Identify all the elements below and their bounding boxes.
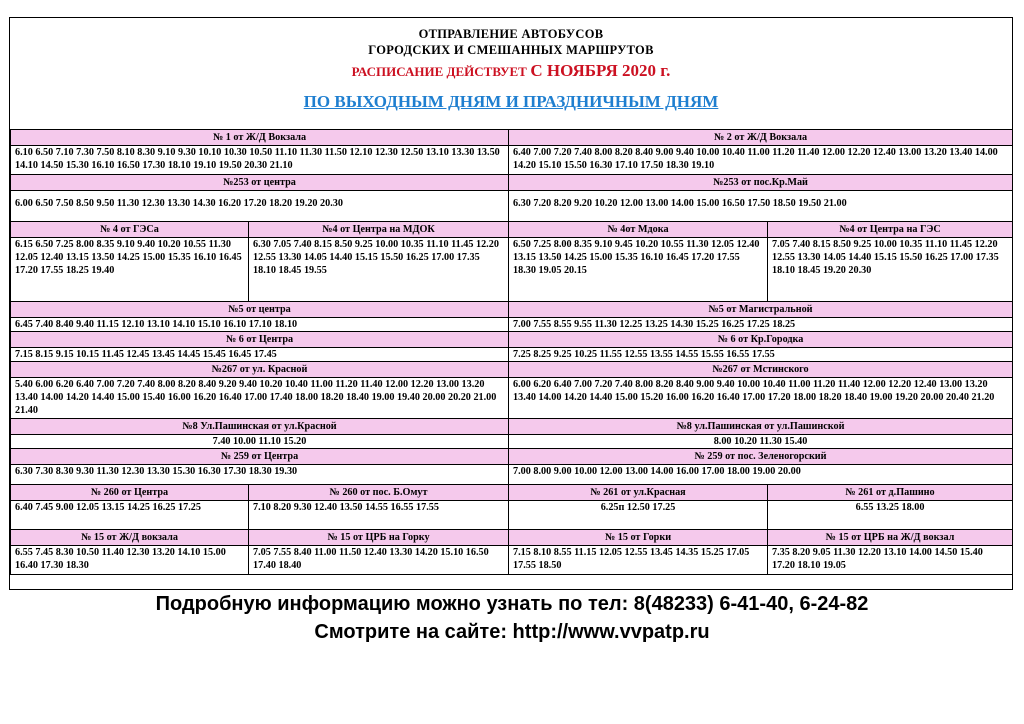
website-info: Смотрите на сайте: http://www.vvpatp.ru xyxy=(314,621,710,643)
route-8-krasnaya-times: 7.40 10.00 11.10 15.20 xyxy=(11,435,509,449)
route-6-times-row xyxy=(11,348,1013,362)
route-5-center-title: №5 от центра xyxy=(11,302,509,318)
validity-date: С НОЯБРЯ 2020 г. xyxy=(530,61,671,80)
route-261-krasnaya-title: № 261 от ул.Красная xyxy=(509,485,768,501)
route-260-bomut-times: 7.10 8.20 9.30 12.40 13.50 14.55 16.55 17.55 xyxy=(249,501,509,530)
route-4-ges-times: 6.15 6.50 7.25 8.00 8.35 9.10 9.40 10.20 10.55 11.30 12.05 12.40 13.15 13.50 14.25 15.00 15.35 16.10 16.45 17.20 17.55 18.25 19.40 xyxy=(11,238,249,302)
route-267-krasnaya-title: №267 от ул. Красной xyxy=(11,362,509,378)
route-261-krasnaya-times: 6.25п 12.50 17.25 xyxy=(509,501,768,530)
route-1-times: 6.10 6.50 7.10 7.30 7.50 8.10 8.30 9.10 9.30 10.10 10.30 10.50 11.10 11.30 11.50 12.10 12.30 12.50 13.10 13.30 13.50 14.10 14.50 15.30 16.10 16.50 17.30 18.10 19.10 19.50 20.30 21.10 xyxy=(11,146,509,175)
route-15-gorka-times: 7.15 8.10 8.55 11.15 12.05 12.55 13.45 14.35 15.25 17.05 17.55 18.50 xyxy=(509,546,768,575)
schedule-sheet xyxy=(9,17,1013,590)
route-8-pashinskaya-times: 8.00 10.20 11.30 15.40 xyxy=(509,435,1013,449)
route-4-header-row xyxy=(11,222,1013,238)
route-259-times-row xyxy=(11,465,1013,485)
route-5-times-row xyxy=(11,318,1013,332)
route-1-2-header-row xyxy=(11,130,1013,146)
route-261-pashino-title: № 261 от д.Пашино xyxy=(768,485,1013,501)
route-4-center-mdok-title: №4 от Центра на МДОК xyxy=(249,222,509,238)
route-267-mstinsky-times: 6.00 6.20 6.40 7.00 7.20 7.40 8.00 8.20 8.40 9.00 9.40 10.00 10.40 11.00 11.20 11.40 12.00 12.20 12.40 13.00 13.20 13.40 14.00 14.20 14.40 15.00 15.20 16.00 16.20 16.40 17.00 17.20 18.00 18.20 18.40 19.00 19.20 20.00 20.40 21.20 xyxy=(509,378,1013,419)
route-267-header-row xyxy=(11,362,1013,378)
route-15-crb-gorka-title: № 15 от ЦРБ на Горку xyxy=(249,530,509,546)
route-253-center-title: №253 от центра xyxy=(11,175,509,191)
route-259-zelenogorsky-title: № 259 от пос. Зеленогорский xyxy=(509,449,1013,465)
route-2-times: 6.40 7.00 7.20 7.40 8.00 8.20 8.40 9.00 9.40 10.00 10.40 11.00 11.20 11.40 12.00 12.20 12.40 13.00 13.20 13.40 14.00 14.20 15.10 15.50 16.30 17.10 17.50 18.30 19.10 xyxy=(509,146,1013,175)
route-260-261-times-row xyxy=(11,501,1013,530)
route-6-krgorodok-times: 7.25 8.25 9.25 10.25 11.55 12.55 13.55 14.55 15.55 16.55 17.55 xyxy=(509,348,1013,362)
route-4-center-ges-times: 7.05 7.40 8.15 8.50 9.25 10.00 10.35 11.10 11.45 12.20 12.55 13.30 14.05 14.40 15.15 15.50 16.25 17.00 17.35 18.10 18.45 19.20 20.30 xyxy=(768,238,1013,302)
route-5-magistral-times: 7.00 7.55 8.55 9.55 11.30 12.25 13.25 14.30 15.25 16.25 17.25 18.25 xyxy=(509,318,1013,332)
route-267-times-row xyxy=(11,378,1013,419)
route-253-header-row xyxy=(11,175,1013,191)
route-259-center-title: № 259 от Центра xyxy=(11,449,509,465)
title-line-1: ОТПРАВЛЕНИЕ АВТОБУСОВ xyxy=(418,27,604,41)
route-4-mdok-title: № 4от Мдока xyxy=(509,222,768,238)
route-253-times-row xyxy=(11,191,1013,222)
route-8-header-row xyxy=(11,419,1013,435)
route-5-header-row xyxy=(11,302,1013,318)
route-261-pashino-times: 6.55 13.25 18.00 xyxy=(768,501,1013,530)
route-260-center-title: № 260 от Центра xyxy=(11,485,249,501)
route-6-krgorodok-title: № 6 от Кр.Городка xyxy=(509,332,1013,348)
route-4-center-mdok-times: 6.30 7.05 7.40 8.15 8.50 9.25 10.00 10.35 11.10 11.45 12.20 12.55 13.30 14.05 14.40 15.15 15.50 16.25 17.00 17.35 18.10 18.45 19.55 xyxy=(249,238,509,302)
route-260-bomut-title: № 260 от пос. Б.Омут xyxy=(249,485,509,501)
route-5-center-times: 6.45 7.40 8.40 9.40 11.15 12.10 13.10 14.10 15.10 16.10 17.10 18.10 xyxy=(11,318,509,332)
route-5-magistral-title: №5 от Магистральной xyxy=(509,302,1013,318)
route-259-header-row xyxy=(11,449,1013,465)
route-6-center-title: № 6 от Центра xyxy=(11,332,509,348)
route-259-center-times: 6.30 7.30 8.30 9.30 11.30 12.30 13.30 15.30 16.30 17.30 18.30 19.30 xyxy=(11,465,509,485)
days-subtitle: ПО ВЫХОДНЫМ ДНЯМ И ПРАЗДНИЧНЫМ ДНЯМ xyxy=(303,92,719,111)
route-6-header-row xyxy=(11,332,1013,348)
route-8-times-row xyxy=(11,435,1013,449)
schedule-table xyxy=(10,129,1013,575)
route-259-zelenogorsky-times: 7.00 8.00 9.00 10.00 12.00 13.00 14.00 16.00 17.00 18.00 19.00 20.00 xyxy=(509,465,1013,485)
route-15-crb-station-times: 7.35 8.20 9.05 11.30 12.20 13.10 14.00 14.50 15.40 17.20 18.10 19.05 xyxy=(768,546,1013,575)
route-15-station-times: 6.55 7.45 8.30 10.50 11.40 12.30 13.20 14.10 15.00 16.40 17.30 18.30 xyxy=(11,546,249,575)
route-260-center-times: 6.40 7.45 9.00 12.05 13.15 14.25 16.25 17.25 xyxy=(11,501,249,530)
route-6-center-times: 7.15 8.15 9.15 10.15 11.45 12.45 13.45 14.45 15.45 16.45 17.45 xyxy=(11,348,509,362)
route-2-title: № 2 от Ж/Д Вокзала xyxy=(509,130,1013,146)
validity-label: РАСПИСАНИЕ ДЕЙСТВУЕТ xyxy=(351,64,527,79)
route-4-center-ges-title: №4 от Центра на ГЭС xyxy=(768,222,1013,238)
route-15-crb-station-title: № 15 от ЦРБ на Ж/Д вокзал xyxy=(768,530,1013,546)
route-15-station-title: № 15 от Ж/Д вокзала xyxy=(11,530,249,546)
route-260-261-header-row xyxy=(11,485,1013,501)
route-1-2-times-row xyxy=(11,146,1013,175)
route-15-gorka-title: № 15 от Горки xyxy=(509,530,768,546)
route-4-ges-title: № 4 от ГЭСа xyxy=(11,222,249,238)
title-line-2: ГОРОДСКИХ И СМЕШАННЫХ МАРШРУТОВ xyxy=(368,43,654,57)
route-8-krasnaya-title: №8 Ул.Пашинская от ул.Красной xyxy=(11,419,509,435)
route-267-krasnaya-times: 5.40 6.00 6.20 6.40 7.00 7.20 7.40 8.00 8.20 8.40 9.20 9.40 10.20 10.40 11.00 11.20 11.40 12.00 12.20 13.00 13.20 13.40 14.00 14.20 14.40 15.00 15.40 16.00 16.20 16.40 17.00 17.40 18.00 18.20 18.40 19.00 19.40 20.00 20.20 21.00 21.40 xyxy=(11,378,509,419)
route-253-krmay-times: 6.30 7.20 8.20 9.20 10.20 12.00 13.00 14.00 15.00 16.50 17.50 18.50 19.50 21.00 xyxy=(509,191,1013,222)
route-253-krmay-title: №253 от пос.Кр.Май xyxy=(509,175,1013,191)
route-15-header-row xyxy=(11,530,1013,546)
route-15-crb-gorka-times: 7.05 7.55 8.40 11.00 11.50 12.40 13.30 14.20 15.10 16.50 17.40 18.40 xyxy=(249,546,509,575)
route-1-title: № 1 от Ж/Д Вокзала xyxy=(11,130,509,146)
phone-info: Подробную информацию можно узнать по тел: 8(48233) 6-41-40, 6-24-82 xyxy=(155,593,869,615)
route-267-mstinsky-title: №267 от Мстинского xyxy=(509,362,1013,378)
route-253-center-times: 6.00 6.50 7.50 8.50 9.50 11.30 12.30 13.30 14.30 16.20 17.20 18.20 19.20 20.30 xyxy=(11,191,509,222)
route-4-times-row xyxy=(11,238,1013,302)
route-4-mdok-times: 6.50 7.25 8.00 8.35 9.10 9.45 10.20 10.55 11.30 12.05 12.40 13.15 13.50 14.25 15.00 15.35 16.10 16.45 17.20 17.55 18.30 19.05 20.15 xyxy=(509,238,768,302)
route-8-pashinskaya-title: №8 ул.Пашинская от ул.Пашинской xyxy=(509,419,1013,435)
route-15-times-row xyxy=(11,546,1013,575)
validity-line xyxy=(10,61,1012,81)
